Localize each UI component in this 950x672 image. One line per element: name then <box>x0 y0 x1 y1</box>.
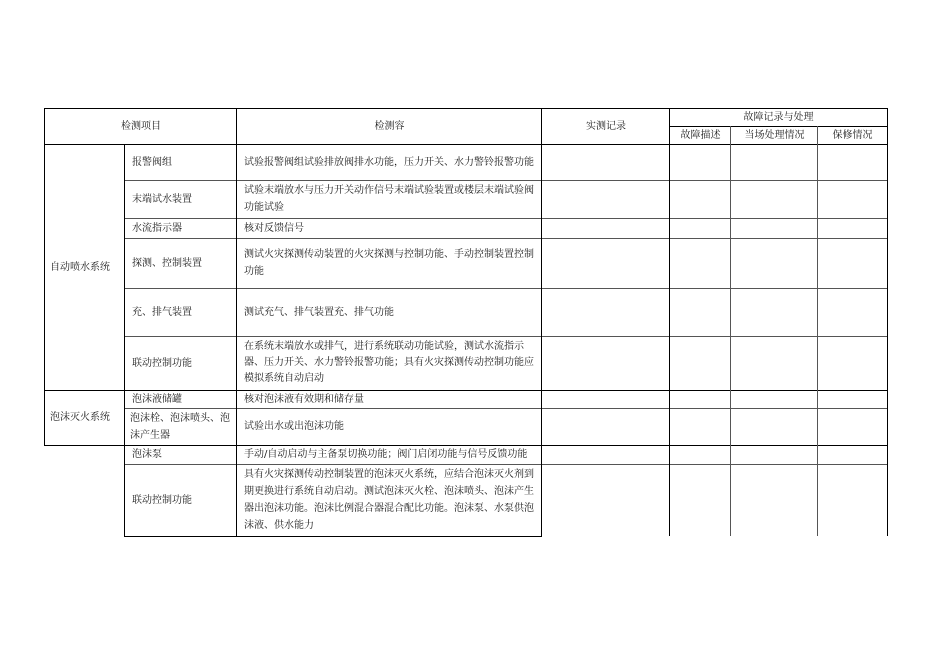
rule-bottom <box>125 536 542 537</box>
row-item: 探测、控制装置 <box>132 257 202 269</box>
rule-v-left <box>44 108 45 446</box>
row-content: 核对反馈信号 <box>244 222 304 234</box>
row-content: 试验末端放水与压力开关动作信号末端试验装置或楼层末端试验阀功能试验 <box>244 185 534 213</box>
row-content: 核对泡沫液有效期和储存量 <box>244 393 364 405</box>
row-item: 水流指示器 <box>132 222 182 234</box>
header-record: 实测记录 <box>586 121 626 132</box>
rule-v-item <box>236 108 237 537</box>
rule-fault-header <box>670 126 888 127</box>
rule-v-right <box>887 108 888 536</box>
rule-group <box>44 390 888 391</box>
group-foam: 泡沫灭火系统 <box>50 412 110 423</box>
rule-v-fault2 <box>817 126 818 536</box>
header-fault-group: 故障记录与处理 <box>743 111 814 123</box>
rule-row <box>125 238 888 239</box>
rule-v-record <box>669 108 670 536</box>
row-content: 测试充气、排气装置充、排气功能 <box>244 306 394 318</box>
rule-header-bottom <box>44 144 888 145</box>
row-item: 充、排气装置 <box>132 306 192 318</box>
header-item: 检测项目 <box>121 121 161 132</box>
header-content: 检测容 <box>374 121 405 132</box>
row-item: 末端试水装置 <box>132 193 192 205</box>
row-item: 报警阀组 <box>132 157 172 168</box>
rule-row <box>125 218 888 219</box>
rule-v-group <box>124 144 125 537</box>
header-repair: 保修情况 <box>832 130 873 141</box>
row-content: 试验报警阀组试验排放阀排水功能，压力开关、水力警铃报警功能 <box>244 157 534 168</box>
row-item: 泡沫泵 <box>132 449 162 460</box>
row-item: 泡沫栓、泡沫喷头、泡沫产生器 <box>130 412 230 441</box>
rule-row <box>44 445 888 446</box>
row-item: 联动控制功能 <box>132 494 192 506</box>
rule-v-fault1 <box>730 126 731 536</box>
header-onsite: 当场处理情况 <box>744 130 805 141</box>
row-content: 测试火灾探测传动装置的火灾探测与控制功能、手动控制装置控制功能 <box>244 249 534 277</box>
rule-row <box>125 464 888 465</box>
row-content: 在系统末端放水或排气，进行系统联动功能试验，测试水流指示器、压力开关、水力警铃报警功能；具有火灾探测传动控制功能应模拟系统自动启动 <box>244 341 534 384</box>
rule-v-content <box>541 108 542 537</box>
rule-row <box>125 288 888 289</box>
header-fault-desc: 故障描述 <box>680 130 721 141</box>
rule-row <box>125 408 888 409</box>
row-content: 试验出水或出泡沫功能 <box>244 421 344 432</box>
row-content: 具有火灾探测传动控制装置的泡沫灭火系统，应结合泡沫灭火剂到期更换进行系统自动启动。测试泡沫灭火栓、泡沫喷头、泡沫产生器出泡沫功能。泡沫比例混合器混合配比功能。泡沫泵、水泵供泡沫液、供水能力 <box>244 469 534 531</box>
rule-row <box>125 336 888 337</box>
rule-top <box>44 108 888 109</box>
row-content: 手动/自动启动与主备泵切换功能；阀门启闭功能与信号反馈功能 <box>244 449 528 460</box>
row-item: 泡沫液储罐 <box>132 393 182 405</box>
rule-row <box>125 180 888 181</box>
group-sprinkler: 自动喷水系统 <box>50 262 110 273</box>
row-item: 联动控制功能 <box>132 357 192 369</box>
